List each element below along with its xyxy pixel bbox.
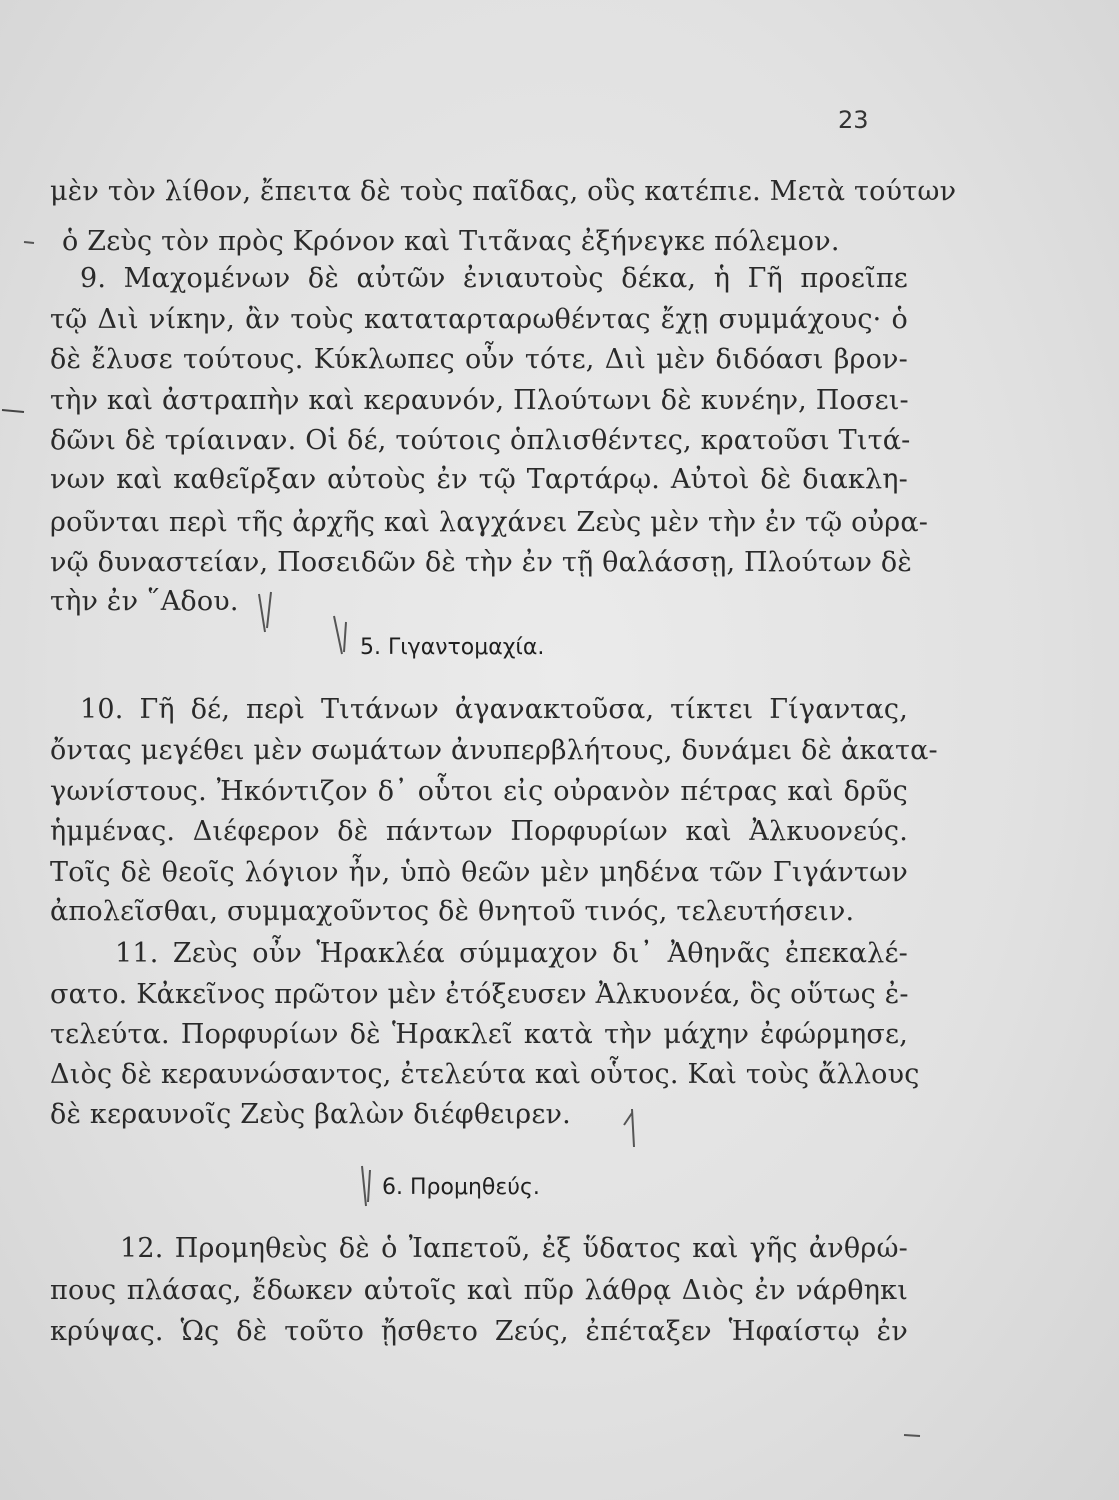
text-line: τῷ Διὶ νίκην, ἂν τοὺς καταταρταρωθέντας ἔχῃ συμμάχους· ὁ xyxy=(50,304,908,335)
text-line: 10. Γῆ δέ, περὶ Τιτάνων ἀγανακτοῦσα, τίκτει Γίγαντας, xyxy=(80,694,908,725)
pencil-mark xyxy=(255,588,285,638)
text-line: δὲ ἔλυσε τούτους. Κύκλωπες οὖν τότε, Διὶ μὲν διδόασι βρον- xyxy=(50,344,908,375)
text-line: ροῦνται περὶ τῆς ἀρχῆς καὶ λαγχάνει Ζεὺς μὲν τὴν ἐν τῷ οὐρα- xyxy=(50,507,929,538)
text-line: τὴν καὶ ἀστραπὴν καὶ κεραυνόν, Πλούτωνι δὲ κυνέην, Ποσει- xyxy=(50,385,909,416)
text-line: Τοῖς δὲ θεοῖς λόγιον ἦν, ὑπὸ θεῶν μὲν μηδένα τῶν Γιγάντων xyxy=(50,857,908,888)
text-line: πους πλάσας, ἔδωκεν αὐτοῖς καὶ πῦρ λάθρᾳ Διὸς ἐν νάρθηκι xyxy=(50,1275,908,1306)
pencil-mark xyxy=(618,1095,648,1150)
text-line: τὴν ἐν ῞Αδου. xyxy=(50,586,239,617)
margin-dash xyxy=(900,1425,930,1445)
text-line: 9. Μαχομένων δὲ αὐτῶν ἐνιαυτοὺς δέκα, ἡ Γῆ προεῖπε xyxy=(80,263,908,294)
text-line: ἀπολεῖσθαι, συμμαχοῦντος δὲ θνητοῦ τινός, τελευτήσειν. xyxy=(50,896,855,927)
page-number: 23 xyxy=(838,106,869,134)
text-line: νῷ δυναστείαν, Ποσειδῶν δὲ τὴν ἐν τῇ θαλάσσῃ, Πλούτων δὲ xyxy=(50,547,913,578)
text-line: ὁ Ζεὺς τὸν πρὸς Κρόνον καὶ Τιτᾶνας ἐξήνεγκε πόλεμον. xyxy=(62,226,840,257)
margin-dash xyxy=(20,232,40,252)
margin-dash xyxy=(0,400,30,420)
text-line: ὄντας μεγέθει μὲν σωμάτων ἀνυπερβλήτους, δυνάμει δὲ ἀκατα- xyxy=(50,735,938,766)
text-line: σατο. Κἀκεῖνος πρῶτον μὲν ἐτόξευσεν Ἀλκυονέα, ὃς οὕτως ἐ- xyxy=(50,979,909,1010)
text-line: Διὸς δὲ κεραυνώσαντος, ἐτελεύτα καὶ οὗτος. Καὶ τοὺς ἄλλους xyxy=(50,1059,920,1090)
text-line: δῶνι δὲ τρίαιναν. Οἱ δέ, τούτοις ὁπλισθέντες, κρατοῦσι Τιτά- xyxy=(50,425,911,456)
text-line: δὲ κεραυνοῖς Ζεὺς βαλὼν διέφθειρεν. xyxy=(50,1099,571,1130)
text-line: νων καὶ καθεῖρξαν αὐτοὺς ἐν τῷ Ταρτάρῳ. Αὐτοὶ δὲ διακλη- xyxy=(50,464,908,495)
text-line: 12. Προμηθεὺς δὲ ὁ Ἰαπετοῦ, ἐξ ὕδατος καὶ γῆς ἀνθρώ- xyxy=(120,1233,908,1264)
pencil-mark xyxy=(352,1162,382,1212)
text-line: κρύψας. Ὡς δὲ τοῦτο ᾔσθετο Ζεύς, ἐπέταξεν Ἡφαίστῳ ἐν xyxy=(50,1316,908,1347)
text-line: γωνίστους. Ἠκόντιζον δ᾽ οὗτοι εἰς οὐρανὸν πέτρας καὶ δρῦς xyxy=(50,776,908,807)
text-line: 11. Ζεὺς οὖν Ἡρακλέα σύμμαχον δι᾽ Ἀθηνᾶς ἐπεκαλέ- xyxy=(115,938,908,969)
section-heading-5: 5. Γιγαντομαχία. xyxy=(360,635,545,660)
section-heading-6: 6. Προμηθεύς. xyxy=(382,1175,540,1200)
text-line: τελεύτα. Πορφυρίων δὲ Ἡρακλεῖ κατὰ τὴν μάχην ἐφώρμησε, xyxy=(50,1019,908,1050)
pencil-mark xyxy=(328,612,358,662)
text-line: μὲν τὸν λίθον, ἔπειτα δὲ τοὺς παῖδας, οὓς κατέπιε. Μετὰ τούτων xyxy=(50,176,957,207)
text-line: ἡμμένας. Διέφερον δὲ πάντων Πορφυρίων καὶ Ἀλκυονεύς. xyxy=(50,816,908,847)
